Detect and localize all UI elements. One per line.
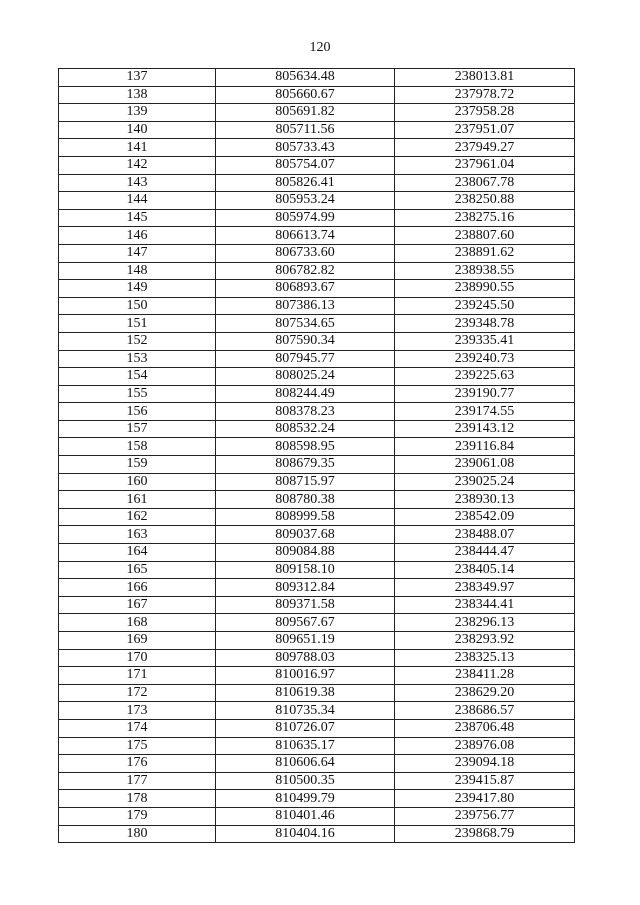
x-coordinate-cell: 808999.58 [216,508,395,526]
table-row [59,438,575,456]
x-coordinate-cell: 807590.34 [216,332,395,350]
table-row [59,174,575,192]
table-row [59,121,575,139]
point-number-cell: 155 [59,385,216,403]
y-coordinate-cell: 238807.60 [395,227,575,245]
y-coordinate-cell: 239094.18 [395,755,575,773]
y-coordinate-cell: 238411.28 [395,667,575,685]
x-coordinate-cell: 808780.38 [216,491,395,509]
page-number: 120 [309,40,331,55]
x-coordinate-cell: 805733.43 [216,139,395,157]
y-coordinate-cell: 239174.55 [395,403,575,421]
point-number-cell: 158 [59,438,216,456]
x-coordinate-cell: 808679.35 [216,456,395,474]
table-row [59,69,575,87]
table-row [59,491,575,509]
table-row [59,649,575,667]
y-coordinate-cell: 239415.87 [395,772,575,790]
y-coordinate-cell: 238990.55 [395,280,575,298]
x-coordinate-cell: 810016.97 [216,667,395,685]
point-number-cell: 178 [59,790,216,808]
point-number-cell: 179 [59,807,216,825]
x-coordinate-cell: 805660.67 [216,86,395,104]
y-coordinate-cell: 238976.08 [395,737,575,755]
y-coordinate-cell: 239868.79 [395,825,575,843]
y-coordinate-cell: 239061.08 [395,456,575,474]
table-row [59,667,575,685]
table-row [59,139,575,157]
table-row [59,684,575,702]
point-number-cell: 143 [59,174,216,192]
table-row [59,737,575,755]
y-coordinate-cell: 238067.78 [395,174,575,192]
table-row [59,825,575,843]
y-coordinate-cell: 238930.13 [395,491,575,509]
point-number-cell: 168 [59,614,216,632]
point-number-cell: 170 [59,649,216,667]
point-number-cell: 145 [59,209,216,227]
y-coordinate-cell: 238444.47 [395,544,575,562]
x-coordinate-cell: 807945.77 [216,350,395,368]
point-number-cell: 160 [59,473,216,491]
point-number-cell: 172 [59,684,216,702]
table-row [59,807,575,825]
y-coordinate-cell: 239240.73 [395,350,575,368]
x-coordinate-cell: 810499.79 [216,790,395,808]
point-number-cell: 148 [59,262,216,280]
point-number-cell: 144 [59,192,216,210]
point-number-cell: 142 [59,156,216,174]
x-coordinate-cell: 810735.34 [216,702,395,720]
x-coordinate-cell: 807386.13 [216,297,395,315]
table-row [59,156,575,174]
point-number-cell: 152 [59,332,216,350]
x-coordinate-cell: 806893.67 [216,280,395,298]
table-row [59,755,575,773]
point-number-cell: 171 [59,667,216,685]
table-row [59,262,575,280]
table-row [59,385,575,403]
table-row [59,561,575,579]
y-coordinate-cell: 238344.41 [395,596,575,614]
x-coordinate-cell: 805711.56 [216,121,395,139]
table-row [59,280,575,298]
point-number-cell: 140 [59,121,216,139]
point-number-cell: 153 [59,350,216,368]
point-number-cell: 157 [59,420,216,438]
x-coordinate-cell: 806613.74 [216,227,395,245]
y-coordinate-cell: 239025.24 [395,473,575,491]
x-coordinate-cell: 808025.24 [216,368,395,386]
x-coordinate-cell: 810606.64 [216,755,395,773]
x-coordinate-cell: 808378.23 [216,403,395,421]
table-row [59,368,575,386]
table-row [59,227,575,245]
table-row [59,702,575,720]
table-row [59,508,575,526]
x-coordinate-cell: 810726.07 [216,719,395,737]
x-coordinate-cell: 806782.82 [216,262,395,280]
point-number-cell: 163 [59,526,216,544]
x-coordinate-cell: 810635.17 [216,737,395,755]
x-coordinate-cell: 805953.24 [216,192,395,210]
x-coordinate-cell: 805754.07 [216,156,395,174]
y-coordinate-cell: 238013.81 [395,69,575,87]
table-row [59,544,575,562]
point-number-cell: 139 [59,104,216,122]
y-coordinate-cell: 238891.62 [395,244,575,262]
y-coordinate-cell: 238706.48 [395,719,575,737]
y-coordinate-cell: 239756.77 [395,807,575,825]
y-coordinate-cell: 239225.63 [395,368,575,386]
x-coordinate-cell: 808715.97 [216,473,395,491]
y-coordinate-cell: 237961.04 [395,156,575,174]
table-row [59,403,575,421]
table-row [59,473,575,491]
x-coordinate-cell: 808244.49 [216,385,395,403]
y-coordinate-cell: 238296.13 [395,614,575,632]
point-number-cell: 169 [59,632,216,650]
point-number-cell: 150 [59,297,216,315]
table-row [59,244,575,262]
x-coordinate-cell: 805974.99 [216,209,395,227]
point-number-cell: 156 [59,403,216,421]
point-number-cell: 180 [59,825,216,843]
x-coordinate-cell: 806733.60 [216,244,395,262]
point-number-cell: 176 [59,755,216,773]
y-coordinate-cell: 239116.84 [395,438,575,456]
table-row [59,632,575,650]
table-row [59,332,575,350]
table-row [59,297,575,315]
table-row [59,614,575,632]
y-coordinate-cell: 239417.80 [395,790,575,808]
table-row [59,526,575,544]
x-coordinate-cell: 809567.67 [216,614,395,632]
y-coordinate-cell: 238293.92 [395,632,575,650]
table-row [59,420,575,438]
point-number-cell: 166 [59,579,216,597]
x-coordinate-cell: 810619.38 [216,684,395,702]
table-row [59,86,575,104]
x-coordinate-cell: 805634.48 [216,69,395,87]
coordinate-table [58,68,575,843]
point-number-cell: 149 [59,280,216,298]
x-coordinate-cell: 809788.03 [216,649,395,667]
x-coordinate-cell: 809158.10 [216,561,395,579]
point-number-cell: 138 [59,86,216,104]
point-number-cell: 154 [59,368,216,386]
point-number-cell: 164 [59,544,216,562]
y-coordinate-cell: 238250.88 [395,192,575,210]
point-number-cell: 162 [59,508,216,526]
y-coordinate-cell: 238488.07 [395,526,575,544]
y-coordinate-cell: 238325.13 [395,649,575,667]
y-coordinate-cell: 239335.41 [395,332,575,350]
point-number-cell: 165 [59,561,216,579]
x-coordinate-cell: 809084.88 [216,544,395,562]
point-number-cell: 175 [59,737,216,755]
y-coordinate-cell: 238938.55 [395,262,575,280]
table-row [59,192,575,210]
x-coordinate-cell: 809651.19 [216,632,395,650]
y-coordinate-cell: 238405.14 [395,561,575,579]
point-number-cell: 147 [59,244,216,262]
table-row [59,104,575,122]
y-coordinate-cell: 239348.78 [395,315,575,333]
y-coordinate-cell: 237949.27 [395,139,575,157]
x-coordinate-cell: 809037.68 [216,526,395,544]
point-number-cell: 174 [59,719,216,737]
point-number-cell: 159 [59,456,216,474]
y-coordinate-cell: 238275.16 [395,209,575,227]
y-coordinate-cell: 237978.72 [395,86,575,104]
x-coordinate-cell: 809371.58 [216,596,395,614]
y-coordinate-cell: 237958.28 [395,104,575,122]
y-coordinate-cell: 237951.07 [395,121,575,139]
point-number-cell: 177 [59,772,216,790]
table-row [59,350,575,368]
table-row [59,772,575,790]
x-coordinate-cell: 810500.35 [216,772,395,790]
table-row [59,456,575,474]
point-number-cell: 146 [59,227,216,245]
table-row [59,315,575,333]
point-number-cell: 167 [59,596,216,614]
point-number-cell: 137 [59,69,216,87]
table-row [59,596,575,614]
y-coordinate-cell: 238542.09 [395,508,575,526]
y-coordinate-cell: 238686.57 [395,702,575,720]
y-coordinate-cell: 239143.12 [395,420,575,438]
x-coordinate-cell: 805691.82 [216,104,395,122]
table-row [59,719,575,737]
point-number-cell: 161 [59,491,216,509]
y-coordinate-cell: 238629.20 [395,684,575,702]
x-coordinate-cell: 807534.65 [216,315,395,333]
point-number-cell: 151 [59,315,216,333]
x-coordinate-cell: 808598.95 [216,438,395,456]
y-coordinate-cell: 239245.50 [395,297,575,315]
x-coordinate-cell: 810401.46 [216,807,395,825]
x-coordinate-cell: 809312.84 [216,579,395,597]
point-number-cell: 141 [59,139,216,157]
table-row [59,790,575,808]
y-coordinate-cell: 238349.97 [395,579,575,597]
x-coordinate-cell: 808532.24 [216,420,395,438]
table-body [59,69,575,843]
x-coordinate-cell: 810404.16 [216,825,395,843]
x-coordinate-cell: 805826.41 [216,174,395,192]
table-row [59,579,575,597]
point-number-cell: 173 [59,702,216,720]
table-row [59,209,575,227]
y-coordinate-cell: 239190.77 [395,385,575,403]
